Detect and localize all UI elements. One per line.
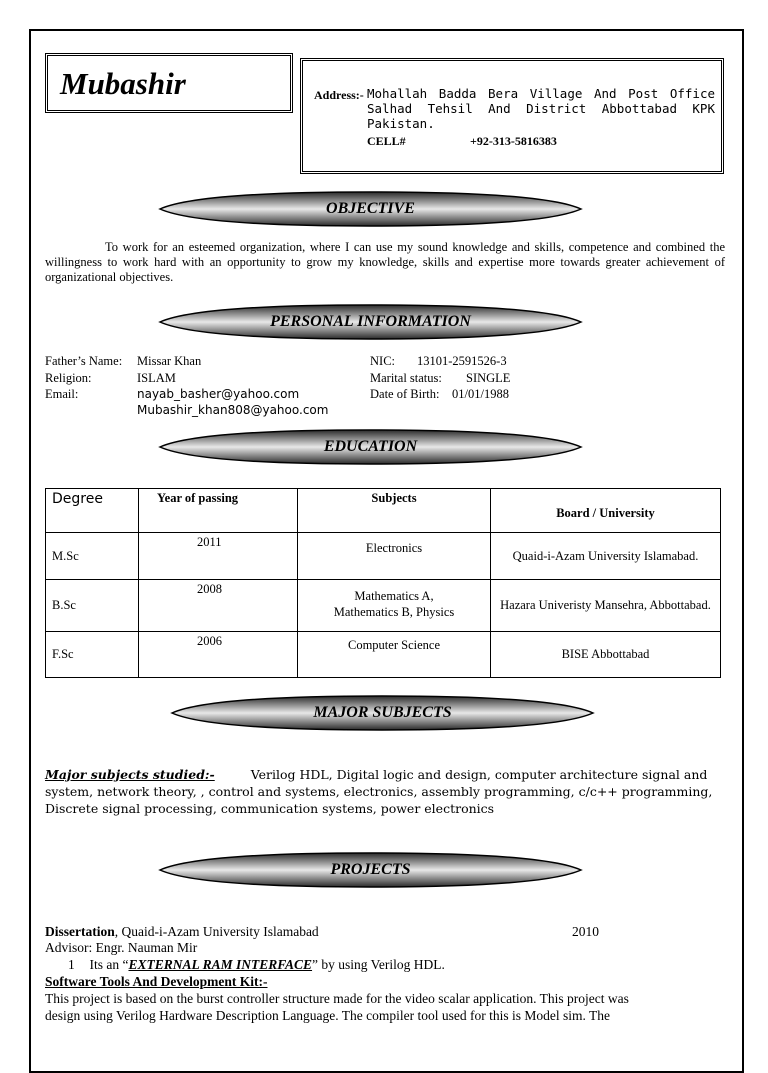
father-value: Missar Khan: [137, 354, 202, 368]
cell-board: Hazara Univeristy Mansehra, Abbottabad.: [491, 580, 721, 632]
cell-degree: M.Sc: [46, 533, 139, 580]
cell-subjects: [298, 632, 491, 678]
religion-label: Religion:: [45, 371, 92, 385]
cell-label: CELL#: [367, 134, 406, 148]
dob-label: Date of Birth:: [370, 387, 440, 401]
email-label: Email:: [45, 387, 79, 401]
address-box: [300, 58, 724, 174]
dissertation-line: [45, 924, 319, 940]
dob-value: 01/01/1988: [452, 387, 509, 401]
cell-subjects: [298, 580, 491, 632]
project-desc-line-1: This project is based on the burst controller structure made for the video scalar application. This project was: [45, 991, 629, 1006]
major-label: Major subjects studied:-: [45, 767, 215, 782]
header-degree: Degree: [46, 489, 139, 533]
cell-subjects-line: Computer Science: [348, 638, 440, 652]
email-value-1: nayab_basher@yahoo.com: [137, 387, 300, 401]
cell-degree: B.Sc: [46, 580, 139, 632]
major-paragraph: [45, 766, 717, 817]
cell-subjects-line: Mathematics B, Physics: [333, 605, 455, 619]
project-item-post: ” by using Verilog HDL.: [312, 957, 445, 972]
project-item-pre: Its an “: [89, 957, 129, 972]
tools-heading: Software Tools And Development Kit:-: [45, 974, 268, 989]
projects-title: PROJECTS: [330, 861, 411, 878]
cell-subjects: [298, 533, 491, 580]
education-title: EDUCATION: [323, 438, 418, 455]
header-board: Board / University: [491, 489, 721, 533]
email-value-2: Mubashir_khan808@yahoo.com: [137, 403, 329, 417]
project-item-title: EXTERNAL RAM INTERFACE: [128, 957, 313, 972]
table-row: [46, 533, 721, 580]
table-row: [46, 580, 721, 632]
personal-banner: [158, 303, 583, 341]
header-year: Year of passing: [139, 489, 298, 533]
nic-label: NIC:: [370, 354, 395, 368]
major-banner: [170, 694, 595, 732]
header-subjects: Subjects: [298, 489, 491, 533]
address-text: Mohallah Badda Bera Village And Post Office Salhad Tehsil And District Abbottabad KPK Pakistan.: [367, 86, 715, 131]
table-row: [46, 632, 721, 678]
major-text: Verilog HDL, Digital logic and design, computer architecture signal and system, network theory, , control and systems, electronics, assembly programming, c/c++ programming, Discrete signal processing, communication systems, power electronics: [45, 767, 713, 816]
project-desc-line-2: design using Verilog Hardware Description Language. The compiler tool used for this is Model sim. The: [45, 1008, 611, 1023]
cell-year: 2008: [139, 580, 298, 632]
marital-value: SINGLE: [466, 371, 511, 385]
project-item: [68, 957, 445, 973]
advisor-line: Advisor: Engr. Nauman Mir: [45, 940, 198, 955]
education-banner: [158, 428, 583, 466]
dissertation-rest: , Quaid-i-Azam University Islamabad: [114, 924, 319, 939]
projects-banner: [158, 851, 583, 889]
cell-board: BISE Abbottabad: [491, 632, 721, 678]
dissertation-year: 2010: [572, 924, 599, 939]
religion-value: ISLAM: [137, 371, 176, 385]
cell-year: 2006: [139, 632, 298, 678]
cell-number: +92-313-5816383: [470, 134, 557, 148]
table-header-row: [46, 489, 721, 533]
cell-subjects-line: Mathematics A,: [354, 589, 434, 603]
cell-board: Quaid-i-Azam University Islamabad.: [491, 533, 721, 580]
address-label: Address:-: [314, 88, 364, 102]
cell-year: 2011: [139, 533, 298, 580]
objective-text: To work for an esteemed organization, where I can use my sound knowledge and skills, competence and combined the willingness to work hard with an opportunity to grow my knowledge, skills and expertise more towards greater achievement of organizational objectives.: [45, 240, 725, 284]
project-item-number: 1: [68, 957, 75, 972]
cell-degree: F.Sc: [46, 632, 139, 678]
name-box: [45, 53, 293, 113]
cell-subjects-line: Electronics: [365, 541, 423, 555]
candidate-name: Mubashir: [60, 66, 186, 101]
father-label: Father’s Name:: [45, 354, 123, 368]
objective-title: OBJECTIVE: [326, 200, 415, 217]
objective-banner: [158, 190, 583, 228]
dissertation-bold: Dissertation: [45, 924, 115, 939]
education-table: [45, 488, 721, 678]
nic-value: 13101-2591526-3: [417, 354, 507, 368]
personal-title: PERSONAL INFORMATION: [270, 313, 471, 330]
marital-label: Marital status:: [370, 371, 442, 385]
major-title: MAJOR SUBJECTS: [313, 704, 452, 721]
